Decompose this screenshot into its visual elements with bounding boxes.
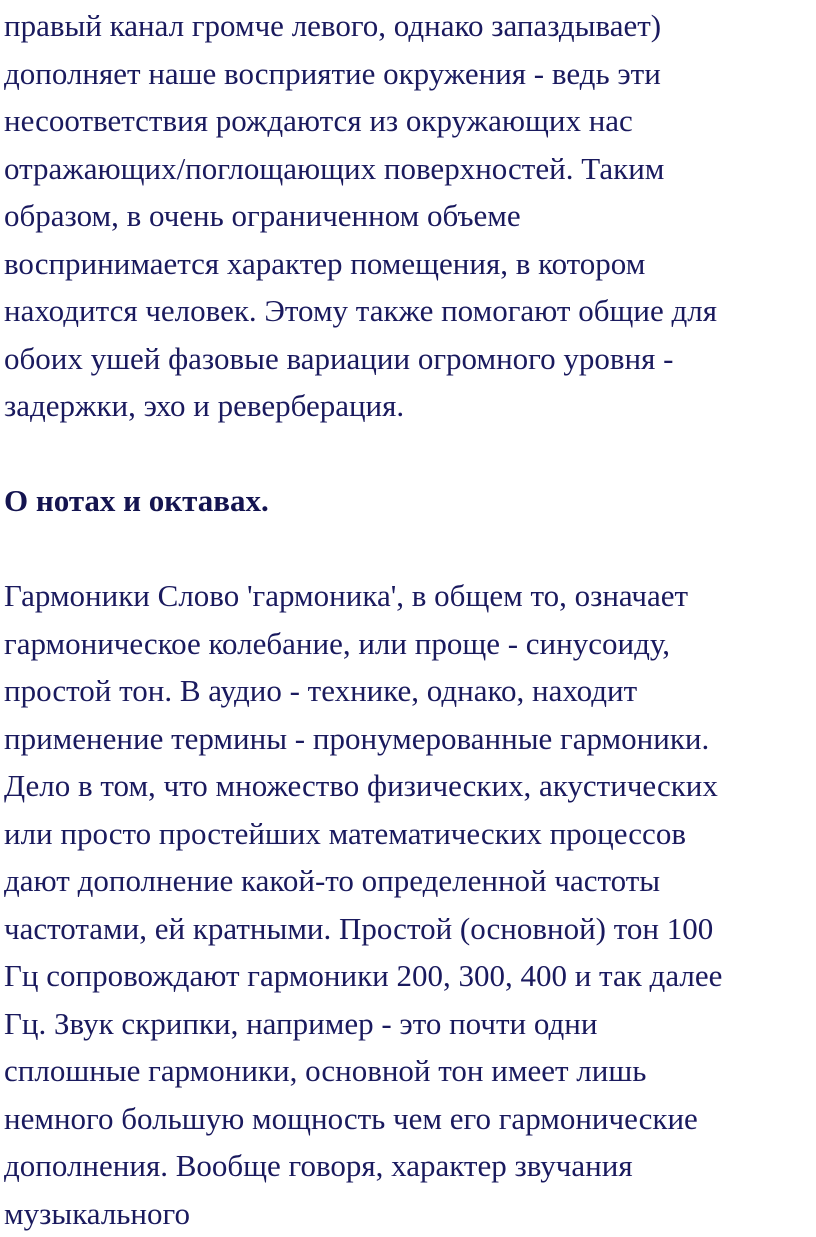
text-line: воспринимается характер помещения, в котором xyxy=(4,240,814,288)
text-line: несоответствия рождаются из окружающих нас xyxy=(4,97,814,145)
text-line: частотами, ей кратными. Простой (основной) тон 100 xyxy=(4,905,814,953)
text-line: находится человек. Этому также помогают общие для xyxy=(4,287,814,335)
document-page xyxy=(4,0,814,1237)
text-line: правый канал громче левого, однако запаздывает) xyxy=(4,2,814,50)
text-line: Дело в том, что множество физических, акустических xyxy=(4,762,814,810)
text-line: Гц. Звук скрипки, например - это почти одни xyxy=(4,1000,814,1048)
paragraph-1 xyxy=(4,2,814,430)
text-line: Гц сопровождают гармоники 200, 300, 400 и так далее xyxy=(4,952,814,1000)
text-line: отражающих/поглощающих поверхностей. Таким xyxy=(4,145,814,193)
text-line: дополнения. Вообще говоря, характер звучания xyxy=(4,1142,814,1190)
text-line: простой тон. В аудио - технике, однако, находит xyxy=(4,667,814,715)
text-line: задержки, эхо и реверберация. xyxy=(4,382,814,430)
text-line: музыкального xyxy=(4,1190,814,1237)
text-line: немного большую мощность чем его гармонические xyxy=(4,1095,814,1143)
text-line: гармоническое колебание, или проще - синусоиду, xyxy=(4,620,814,668)
blank-line xyxy=(4,525,814,573)
text-line: Гармоники Слово 'гармоника', в общем то, означает xyxy=(4,572,814,620)
text-line: образом, в очень ограниченном объеме xyxy=(4,192,814,240)
section-heading: О нотах и октавах. xyxy=(4,477,814,525)
text-line: применение термины - пронумерованные гармоники. xyxy=(4,715,814,763)
blank-line xyxy=(4,430,814,478)
text-line: сплошные гармоники, основной тон имеет лишь xyxy=(4,1047,814,1095)
paragraph-2 xyxy=(4,572,814,1237)
text-line: обоих ушей фазовые вариации огромного уровня - xyxy=(4,335,814,383)
text-line: дают дополнение какой-то определенной частоты xyxy=(4,857,814,905)
text-line: дополняет наше восприятие окружения - ведь эти xyxy=(4,50,814,98)
text-line: или просто простейших математических процессов xyxy=(4,810,814,858)
